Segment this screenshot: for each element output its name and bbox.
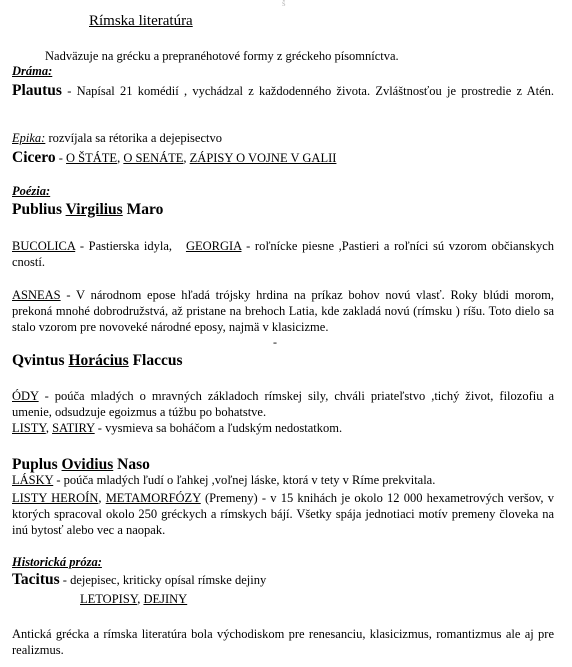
cicero-work-o-senate: O SENÁTE <box>123 151 184 165</box>
plautus-text: - Napísal 21 komédií , vychádzal z každodenného života. Zvláštnosťou je prostredie z Atén. <box>61 84 554 98</box>
cicero-work-zapisy: ZÁPISY O VOJNE V GALII <box>189 151 337 165</box>
poezia-heading: Poézia: <box>12 184 51 198</box>
cicero-work-o-state: O ŠTÁTE <box>66 151 118 165</box>
tacitus-name: Tacitus <box>12 571 60 588</box>
bucolica-paragraph <box>12 238 554 270</box>
horace-name-last: Flaccus <box>128 352 183 369</box>
conclusion-paragraph: Antická grécka a rímska literatúra bola východiskom pre renesanciu, klasicizmus, romantizmus ale aj pre realizmus. <box>12 627 554 657</box>
ovid-name-last: Naso <box>113 456 150 473</box>
tacitus-text: - dejepisec, kriticky opísal rímske dejiny <box>59 573 267 587</box>
tacitus-work-letopisy: LETOPISY <box>80 592 138 606</box>
tacitus-work-dejiny: DEJINY <box>143 592 188 606</box>
epika-line <box>12 131 554 146</box>
listy-comma: , <box>45 421 53 435</box>
tacitus-works <box>80 592 554 607</box>
lasky-text: - poúča mladých ľudí o ľahkej ,voľnej láske, ktorá v tety v Ríme prekvitala. <box>53 473 436 487</box>
ovid-comma: , <box>98 491 106 505</box>
virgil-name-last: Maro <box>122 201 164 218</box>
plautus-paragraph <box>12 82 554 100</box>
tacitus-comma: , <box>137 592 144 606</box>
plautus-name: Plautus <box>12 82 62 99</box>
metamorfozy-title: METAMORFÓZY <box>105 491 201 505</box>
historicka-heading: Historická próza: <box>12 555 102 569</box>
georgia-title: GEORGIA <box>185 239 242 253</box>
cicero-comma-1: , <box>117 151 124 165</box>
ody-paragraph <box>12 388 554 420</box>
intro-paragraph: Nadväzuje na grécku a prepranéhotové formy z gréckeho písomníctva. <box>45 49 399 63</box>
bucolica-text: - Pastierska idyla, <box>75 239 186 253</box>
tacitus-line <box>12 571 554 589</box>
virgil-name-first: Publius <box>12 201 66 218</box>
ovid-heading <box>12 456 554 474</box>
lasky-title: LÁSKY <box>12 473 54 487</box>
page-title: Rímska literatúra <box>89 13 193 29</box>
georgia-text: - roľnícke piesne ,Pastieri a roľníci sú vzorom občianskych cností. <box>12 239 554 269</box>
listy-satiry-line <box>12 421 554 436</box>
bucolica-title: BUCOLICA <box>12 239 76 253</box>
epika-heading: Epika: <box>12 131 46 145</box>
virgil-name-mid: Virgilius <box>65 201 123 218</box>
asneas-paragraph <box>12 287 554 335</box>
ovid-name-mid: Ovidius <box>61 456 114 473</box>
asneas-text: - V národnom epose hľadá trójsky hrdina na príkaz bohov novú vlasť. Roky blúdi morom, prekoná mnohé dobrodružstvá, až pristane na brehoch Latia, kde zakladá novú (rímsku ) ríšu. Toto dielo sa stalo vzorom pre novoveké národné eposy, najmä v klasicizme. <box>12 288 554 334</box>
top-mark: š <box>282 0 286 8</box>
satiry-text: - vysmieva sa boháčom a ľudským nedostatkom. <box>94 421 343 435</box>
virgil-heading <box>12 201 554 219</box>
ody-title: ÓDY <box>12 389 39 403</box>
lasky-line <box>12 473 554 488</box>
cicero-name: Cicero <box>12 149 56 166</box>
ody-text: - poúča mladých o mravných základoch rímskej sily, chváli priateľstvo ,tichý život, filozofiu a umenie, odsudzuje egoizmus a túžbu po bohatstve. <box>12 389 554 419</box>
ovid-name-first: Puplus <box>12 456 62 473</box>
satiry-title: SATIRY <box>52 421 95 435</box>
metamorfozy-paragraph <box>12 490 554 538</box>
cicero-comma-2: , <box>183 151 190 165</box>
drama-heading: Dráma: <box>12 64 53 78</box>
metamorfozy-text: (Premeny) - v 15 knihách je okolo 12 000 hexametrových veršov, v ktorých spracoval okolo 250 gréckych a rímskych bájí. Všetky spája jednotiaci motív premeny človeka na inú bytosť alebo vec a naopak. <box>12 491 554 537</box>
cicero-line <box>12 149 554 167</box>
asneas-title: ASNEAS <box>12 288 61 302</box>
horace-name-first: Qvintus <box>12 352 69 369</box>
separator-dash: - <box>273 335 277 349</box>
listy-title: LISTY <box>12 421 46 435</box>
horace-name-mid: Horácius <box>68 352 129 369</box>
listy-heroin-title: LISTY HEROÍN <box>12 491 99 505</box>
horace-heading <box>12 352 554 370</box>
cicero-sep: - <box>55 151 67 165</box>
epika-intro: rozvíjala sa rétorika a dejepisectvo <box>45 131 222 145</box>
